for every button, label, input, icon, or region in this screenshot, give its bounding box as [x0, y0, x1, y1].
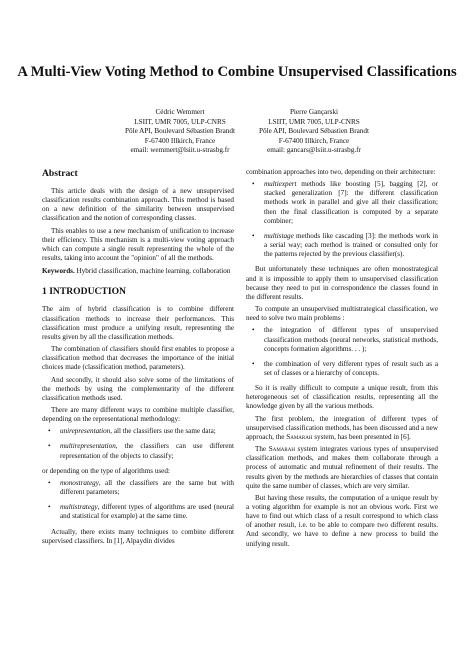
- abstract-heading: Abstract: [42, 168, 78, 179]
- intro-paragraph: The aim of hybrid classification is to combine different classification methods to increase their performances. This classification must produce a unifying result, representing the results given by all the classification methods.: [42, 305, 234, 341]
- author-email: email: gancars@lsiit.u-strasbg.fr: [267, 146, 361, 155]
- abstract-paragraph: This article deals with the design of a new unsupervised classification results combination approach. This method is based on a new definition of the similarity between unsupervised classification and the notion of corresponding classes.: [42, 187, 234, 223]
- author-address: Pôle API, Boulevard Sébastien Brandt: [259, 127, 369, 136]
- intro-paragraph: or depending on the type of algorithms used:: [42, 466, 170, 475]
- list-item: • unirepresentation, all the classifiers use the same data;: [48, 427, 216, 436]
- list-item: • multistage methods like cascading [3]: the methods work in a serial way; each method is trained or consulted only for the patterns rejected by the previous classifier(s).: [252, 231, 438, 259]
- list-item: • the integration of different types of unsupervised classification methods (neural networks, statistical methods, concepts formation algorithms. . . );: [252, 326, 438, 353]
- list-item: • monostrategy, all the classifiers are the same but with different parameters;: [48, 478, 234, 497]
- bullet-icon: •: [252, 231, 255, 240]
- body-paragraph: The Samarah system integrates various types of unsupervised classification methods, and makes them collaborate through a process of automatic and mutual refinement of their results. The results given by the methods are hierarchies of classes that contain quite the same number of classes, which are very similar.: [246, 445, 438, 490]
- paper-title: A Multi-View Voting Method to Combine Unsupervised Classifications: [17, 64, 457, 80]
- abstract-paragraph: This enables to use a new mechanism of unification to increase their efficiency. This mechanism is a multi-view voting approach which can compute a single result representing the whole of the results, taking into account the "opinion" of all the methods.: [42, 226, 234, 263]
- author-city: F-67400 Illkirch, France: [278, 136, 350, 145]
- section-heading-introduction: 1 INTRODUCTION: [42, 286, 126, 298]
- intro-paragraph: There are many different ways to combine multiple classifier, depending on the representational methodology:: [42, 405, 234, 424]
- samarah-name: Samarah: [286, 432, 313, 441]
- author-name: Cédric Wemmert: [155, 108, 205, 116]
- body-paragraph: But unfortunately these techniques are often monostrategical and it is impossible to apply them to unsupervised classification because they need to put in correspondence the classes found in the different results.: [246, 265, 438, 301]
- author-lab: LSIIT, UMR 7005, ULP-CNRS: [268, 117, 360, 126]
- intro-paragraph: The combination of classifiers should first enables to propose a classification method that decreases the importance of the initial choices made (classification method, parameters).: [42, 345, 234, 372]
- bullet-icon: •: [48, 427, 51, 436]
- author-block-2: [234, 108, 394, 156]
- bullet-icon: •: [48, 442, 51, 451]
- body-paragraph: So it is really difficult to compute a unique result, from this heterogeneous set of classification results, representing all the knowledge given by all the various methods.: [246, 384, 438, 411]
- representation-list: [42, 427, 234, 460]
- author-address: Pôle API, Boulevard Sébastien Brandt: [125, 127, 235, 136]
- list-item: • the combination of very different types of result such as a set of classes or a hierarchy of concepts.: [252, 359, 438, 377]
- bullet-icon: •: [252, 180, 255, 189]
- list-item: • multistrategy, different types of algorithms are used (neural and statistical for example) at the same time.: [48, 503, 234, 521]
- intro-paragraph: And secondly, it should also solve some of the limitations of the methods by using the complementarity of the different classification methods used.: [42, 375, 234, 402]
- author-name: Pierre Gançarski: [289, 108, 339, 116]
- bullet-icon: •: [252, 359, 255, 368]
- left-column: [42, 168, 234, 549]
- body-paragraph: The first problem, the integration of different types of unsupervised classification methods, has been discussed and a new approach, the Samarah system, has been presented in [6].: [246, 414, 438, 441]
- keywords: [42, 267, 234, 276]
- keywords-text: Hybrid classification, machine learning, collaboration: [76, 267, 231, 276]
- bullet-icon: •: [252, 326, 255, 335]
- body-paragraph: But having these results, the computation of a unique result by a voting algorithm for example is not an obvious work. First we have to find out which class of a result correspond to which class of another result, i.e. to be able to compare two different results. And secondly, we have to define a new process to build the unifying result.: [246, 493, 438, 548]
- bullet-icon: •: [48, 478, 51, 487]
- list-item: • multirepresentation, the classifiers can use different representation of the objects to classify;: [48, 442, 234, 460]
- bullet-icon: •: [48, 503, 51, 512]
- keywords-label: Keywords.: [42, 267, 75, 276]
- architecture-list: [246, 180, 438, 259]
- author-city: F-67400 Illkirch, France: [144, 136, 216, 145]
- right-column: [246, 168, 438, 552]
- body-paragraph: combination approaches into two, depending on their architecture:: [246, 168, 436, 176]
- author-email: email: wemmert@lsiit.u-strasbg.fr: [130, 146, 230, 155]
- problems-list: [246, 326, 438, 378]
- strategy-list: [42, 479, 234, 522]
- intro-paragraph: Actually, there exists many techniques to combine different supervised classifiers. In [1], Alpaydin divides: [42, 527, 234, 545]
- body-paragraph: To compute an unsupervised multistrategical classification, we need to solve two main problems :: [246, 305, 438, 323]
- list-item: • multiexpert methods like boosting [5], bagging [2], or stacked generalization [7]: the different classification methods work in parallel and give all their classification; then the final classification is computed by a separate combiner;: [252, 180, 438, 225]
- author-lab: LSIIT, UMR 7005, ULP-CNRS: [134, 117, 226, 126]
- samarah-name: Samarah: [268, 445, 295, 454]
